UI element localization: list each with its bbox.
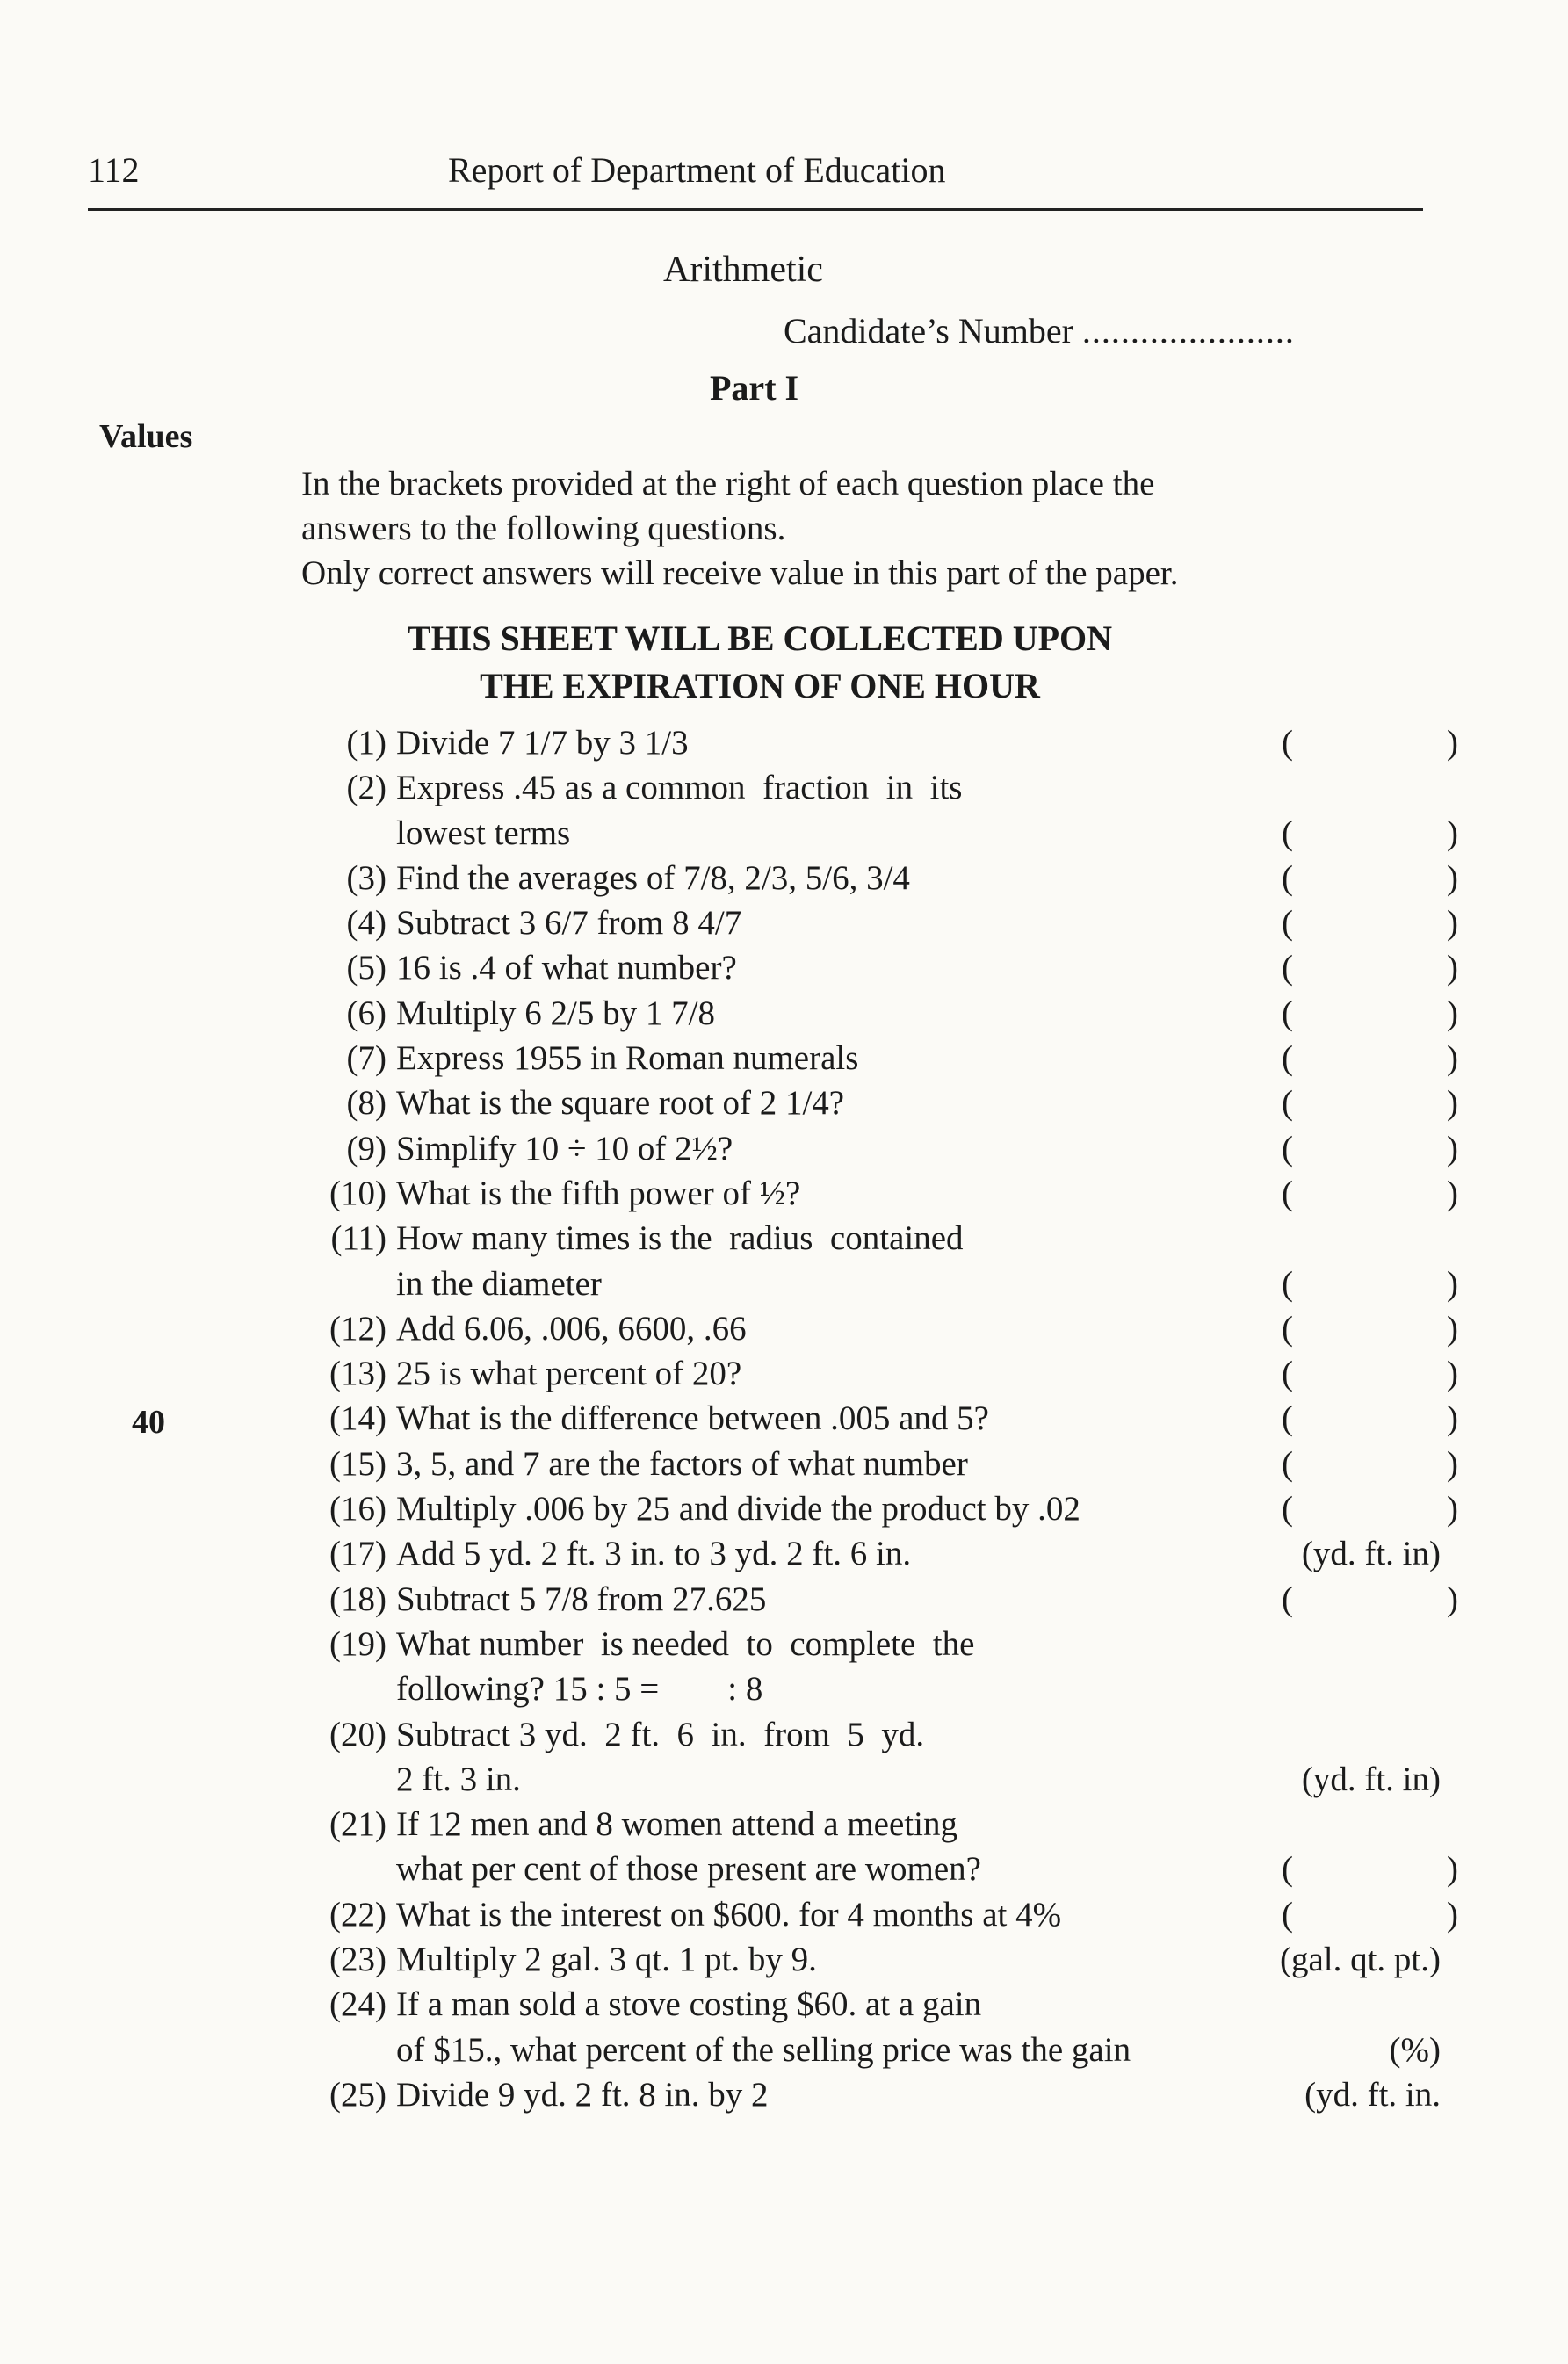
- page-header: [88, 149, 1423, 202]
- question-text: 25 is what percent of 20? ( ): [396, 1355, 1458, 1393]
- answer-bracket[interactable]: (gal. qt. pt.): [1279, 1941, 1441, 1979]
- question-item: [299, 1802, 1458, 1892]
- answer-bracket[interactable]: (yd. ft. in): [1301, 1760, 1441, 1798]
- question-number: (22): [329, 1895, 387, 1934]
- values-amount: 40: [132, 1404, 165, 1441]
- question-text: What is the square root of 2 1/4? ( ): [396, 1084, 1458, 1123]
- question-text: 16 is .4 of what number? ( ): [396, 949, 1458, 987]
- question-text: of $15., what percent of the selling price was the gain (%): [396, 2028, 1441, 2072]
- question-number: (5): [346, 949, 387, 987]
- candidate-number-blank: ......................: [1081, 311, 1295, 351]
- instruction-line: Only correct answers will receive value in this part of the paper.: [301, 554, 1179, 592]
- question-item: [299, 1126, 1458, 1171]
- question-number: (13): [329, 1355, 387, 1393]
- question-number: (10): [329, 1174, 387, 1212]
- question-text: What is the interest on $600. for 4 months at 4% ( ): [396, 1895, 1458, 1934]
- candidate-number-label: Candidate’s Number: [784, 311, 1073, 351]
- question-number: (17): [329, 1535, 387, 1573]
- instruction-line: answers to the following questions.: [301, 510, 786, 547]
- question-item: [299, 1486, 1458, 1531]
- question-item: [299, 1396, 1458, 1441]
- question-text: Express 1955 in Roman numerals ( ): [396, 1039, 1458, 1078]
- question-item: [299, 1171, 1458, 1216]
- question-text: Subtract 3 6/7 from 8 4/7 ( ): [396, 904, 1458, 943]
- question-text: lowest terms ( ): [396, 813, 1458, 852]
- question-number: (8): [346, 1084, 387, 1123]
- question-text: What number is needed to complete the: [396, 1624, 975, 1663]
- question-item: [299, 900, 1458, 945]
- question-item: [299, 856, 1458, 900]
- question-number: (9): [346, 1129, 387, 1168]
- values-column-label: Values: [99, 418, 193, 455]
- question-text: Simplify 10 ÷ 10 of 2½? ( ): [396, 1129, 1458, 1168]
- candidate-number-field: [784, 310, 1295, 351]
- question-text: Multiply .006 by 25 and divide the product by .02 ( ): [396, 1490, 1458, 1529]
- question-number: (12): [329, 1309, 387, 1348]
- question-item: [299, 1577, 1458, 1622]
- answer-bracket[interactable]: (yd. ft. in): [1301, 1535, 1441, 1573]
- question-number: (21): [329, 1805, 387, 1844]
- question-item: [299, 1351, 1458, 1396]
- question-text: If a man sold a stove costing $60. at a gain: [396, 1985, 982, 2024]
- question-text: Express .45 as a common fraction in its: [396, 769, 963, 807]
- question-item: [299, 1081, 1458, 1125]
- question-number: (18): [329, 1580, 387, 1618]
- question-text: in the diameter ( ): [396, 1264, 1458, 1303]
- question-item: [299, 1216, 1458, 1306]
- question-item: [299, 1712, 1441, 1803]
- question-list: [299, 720, 1458, 2117]
- question-number: (20): [329, 1715, 387, 1753]
- question-item: [299, 1622, 1441, 1712]
- question-item: [299, 1036, 1458, 1081]
- notice-line: THIS SHEET WILL BE COLLECTED UPON: [407, 618, 1113, 658]
- question-number: (1): [346, 724, 387, 762]
- answer-bracket[interactable]: (yd. ft. in.: [1304, 2075, 1441, 2114]
- collection-notice: [356, 615, 1164, 710]
- question-text: 2 ft. 3 in. (yd. ft. in): [396, 1757, 1441, 1802]
- question-number: (2): [346, 769, 387, 807]
- question-text: How many times is the radius contained: [396, 1219, 964, 1258]
- question-item: [299, 945, 1458, 990]
- question-item: [299, 1937, 1441, 1982]
- question-text: If 12 men and 8 women attend a meeting: [396, 1805, 957, 1844]
- question-text: Multiply 2 gal. 3 qt. 1 pt. by 9. (gal. qt. pt.): [396, 1937, 1441, 1982]
- question-item: [299, 1531, 1441, 1576]
- question-text: 3, 5, and 7 are the factors of what number ( ): [396, 1444, 1458, 1483]
- notice-line: THE EXPIRATION OF ONE HOUR: [480, 666, 1040, 705]
- question-item: [299, 991, 1458, 1036]
- question-item: [299, 1982, 1441, 2072]
- instruction-line: In the brackets provided at the right of each question place the: [301, 465, 1155, 502]
- question-text: Subtract 3 yd. 2 ft. 6 in. from 5 yd.: [396, 1715, 925, 1753]
- question-item: [299, 1442, 1458, 1486]
- answer-bracket[interactable]: (%): [1389, 2030, 1441, 2069]
- question-number: (23): [329, 1941, 387, 1979]
- page-number: 112: [88, 150, 140, 190]
- question-item: [299, 2072, 1441, 2117]
- header-rule: [88, 208, 1423, 211]
- question-text: What is the difference between .005 and 5? ( ): [396, 1399, 1458, 1438]
- question-text: Divide 7 1/7 by 3 1/3 ( ): [396, 724, 1458, 762]
- question-text: Add 6.06, .006, 6600, .66 ( ): [396, 1309, 1458, 1348]
- question-text: Divide 9 yd. 2 ft. 8 in. by 2 (yd. ft. in.: [396, 2072, 1441, 2117]
- question-number: (16): [329, 1490, 387, 1529]
- question-number: (4): [346, 904, 387, 943]
- question-number: (11): [330, 1219, 387, 1258]
- question-item: [299, 765, 1458, 856]
- question-text: what per cent of those present are women? ( ): [396, 1850, 1458, 1889]
- question-text: What is the fifth power of ½? ( ): [396, 1174, 1458, 1212]
- question-item: [299, 1306, 1458, 1351]
- part-heading: Part I: [710, 368, 799, 408]
- question-number: (14): [329, 1399, 387, 1438]
- question-number: (24): [329, 1985, 387, 2024]
- instructions: [301, 461, 1434, 596]
- question-number: (7): [346, 1039, 387, 1078]
- question-item: [299, 1892, 1458, 1937]
- exam-title: Arithmetic: [663, 249, 823, 290]
- question-number: (3): [346, 858, 387, 897]
- question-number: (25): [329, 2075, 387, 2114]
- question-number: (6): [346, 994, 387, 1032]
- question-number: (19): [329, 1624, 387, 1663]
- question-text: Multiply 6 2/5 by 1 7/8 ( ): [396, 994, 1458, 1032]
- question-text: Add 5 yd. 2 ft. 3 in. to 3 yd. 2 ft. 6 in. (yd. ft. in): [396, 1531, 1441, 1576]
- question-text: Find the averages of 7/8, 2/3, 5/6, 3/4 ( ): [396, 858, 1458, 897]
- question-item: [299, 720, 1458, 765]
- question-text: Subtract 5 7/8 from 27.625 ( ): [396, 1580, 1458, 1618]
- question-number: (15): [329, 1444, 387, 1483]
- running-title: Report of Department of Education: [448, 150, 946, 190]
- question-text: following? 15 : 5 = : 8: [396, 1670, 763, 1709]
